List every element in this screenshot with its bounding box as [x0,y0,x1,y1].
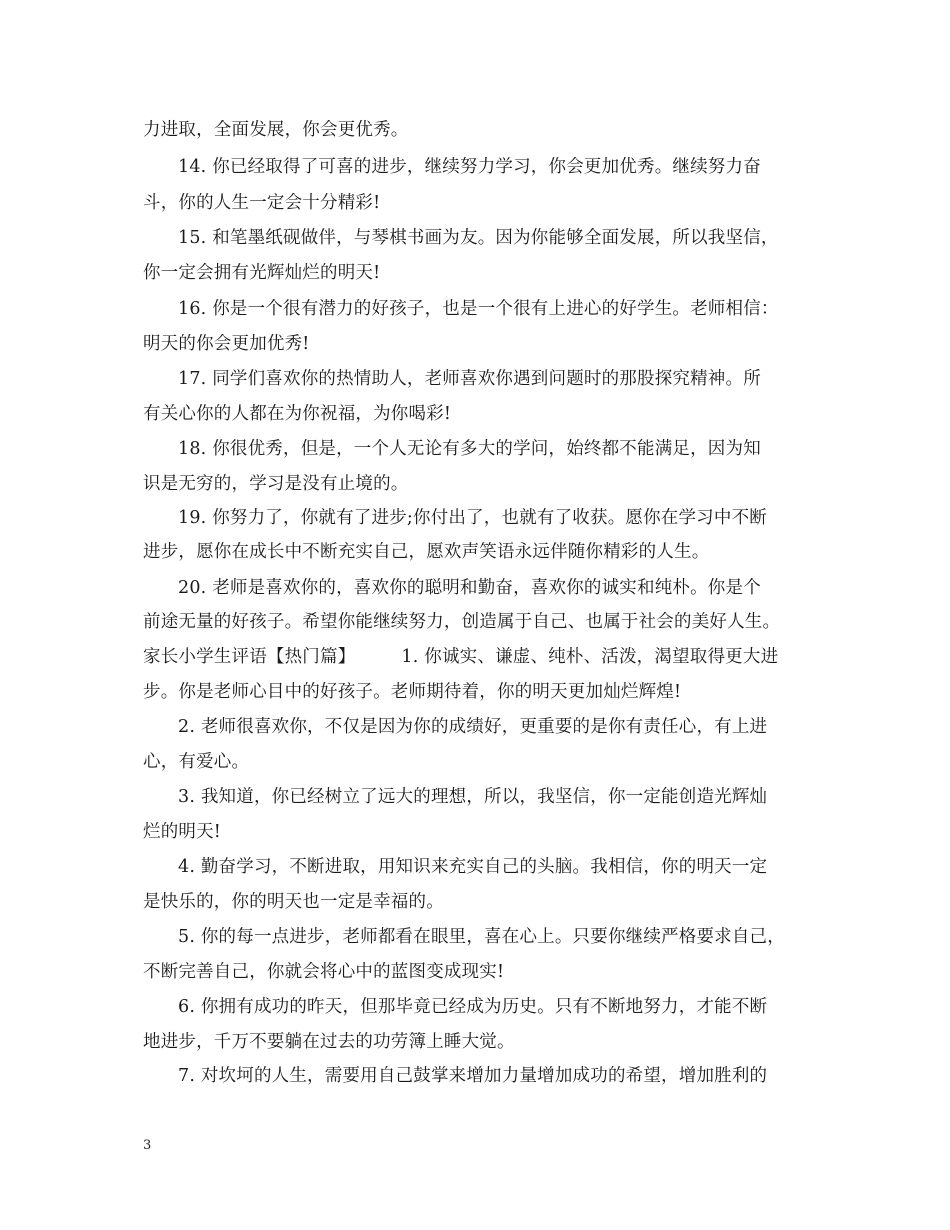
text-line: 有关心你的人都在为你祝福，为你喝彩! [143,404,452,424]
text-line: 斗，你的人生一定会十分精彩! [143,193,381,213]
section-heading-line [143,645,823,669]
text-line: 19. 你努力了，你就有了进步;你付出了，也就有了收获。愿你在学习中不断 [178,508,767,528]
page-number: 3 [143,1138,152,1153]
text-line: 17. 同学们喜欢你的热情助人，老师喜欢你遇到问题时的那股探究精神。所 [178,369,761,389]
text-line: 3. 我知道，你已经树立了远大的理想，所以，我坚信，你一定能创造光辉灿 [178,787,768,807]
section-heading: 家长小学生评语【热门篇】 [143,647,356,667]
text-line: 识是无穷的，学习是没有止境的。 [143,474,409,494]
text-line: 你一定会拥有光辉灿烂的明天! [143,263,381,283]
text-line: 进步，愿你在成长中不断充实自己，愿欢声笑语永远伴随你精彩的人生。 [143,542,710,562]
text-line: 是快乐的，你的明天也一定是幸福的。 [143,892,444,912]
text-line: 烂的明天! [143,822,222,842]
text-line: 7. 对坎坷的人生，需要用自己鼓掌来增加力量增加成功的希望，增加胜利的 [178,1066,768,1086]
text-line: 步。你是老师心目中的好孩子。老师期待着，你的明天更加灿烂辉煌! [143,682,682,702]
text-line: 5. 你的每一点进步，老师都看在眼里，喜在心上。只要你继续严格要求自己， [178,927,785,947]
text-line: 不断完善自己，你就会将心中的蓝图变成现实! [143,962,505,982]
text-line: 心，有爱心。 [143,752,250,772]
text-line: 20. 老师是喜欢你的，喜欢你的聪明和勤奋，喜欢你的诚实和纯朴。你是个 [178,578,761,598]
text-line: 明天的你会更加优秀! [143,334,310,354]
text-line: 力进取，全面发展，你会更优秀。 [143,120,409,140]
text-line: 地进步，千万不要躺在过去的功劳簿上睡大觉。 [143,1032,515,1052]
text-line: 18. 你很优秀，但是，一个人无论有多大的学问，始终都不能满足，因为知 [178,439,761,459]
text-line: 14. 你已经取得了可喜的进步，继续努力学习，你会更加优秀。继续努力奋 [178,157,761,177]
text-line: 6. 你拥有成功的昨天，但那毕竟已经成为历史。只有不断地努力，才能不断 [178,997,768,1017]
text-line: 15. 和笔墨纸砚做伴，与琴棋书画为友。因为你能够全面发展，所以我坚信， [178,228,779,248]
text-segment: 1. 你诚实、谦虚、纯朴、活泼，渴望取得更大进 [401,647,779,667]
text-line: 4. 勤奋学习，不断进取，用知识来充实自己的头脑。我相信，你的明天一定 [178,857,768,877]
text-line: 2. 老师很喜欢你，不仅是因为你的成绩好，更重要的是你有责任心，有上进 [178,717,768,737]
text-line: 前途无量的好孩子。希望你能继续努力，创造属于自己、也属于社会的美好人生。 [143,612,781,632]
text-line: 16. 你是一个很有潜力的好孩子，也是一个很有上进心的好学生。老师相信： [178,299,779,319]
